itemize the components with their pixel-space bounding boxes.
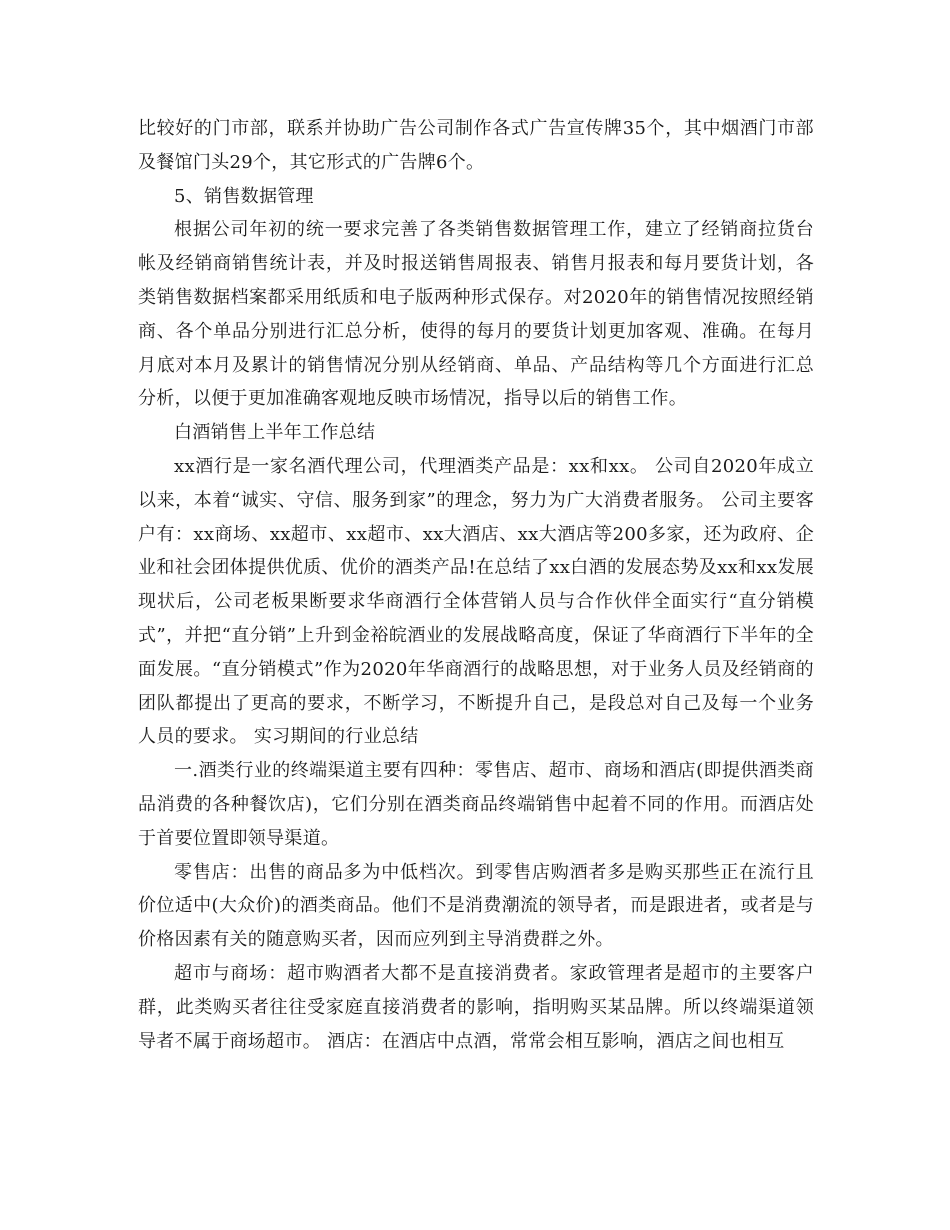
document-body bbox=[138, 112, 814, 1058]
heading-sales-data-management: 5、销售数据管理 bbox=[174, 185, 314, 207]
paragraph-company-intro: xx酒行是一家名酒代理公司，代理酒类产品是：xx和xx。 公司自2020年成立以来，本着“诚实、守信、服务到家”的理念，努力为广大消费者服务。 公司主要客户有：xx商场、xx超市、xx超市、xx大酒店、xx大酒店等200多家，还为政府、企业和社会团体提供优质、优价的酒类产品!在总结了xx白酒的发展态势及xx和xx发展现状后，公司老板果断要求华商酒行全体营销人员与合作伙伴全面实行“直分销模式”，并把“直分销”上升到金裕皖酒业的发展战略高度，保证了华商酒行下半年的全面发展。“直分销模式”作为2020年华商酒行的战略思想，对于业务人员及经销商的团队都提出了更高的要求，不断学习，不断提升自己，是段总对自己及每一个业务人员的要求。 实习期间的行业总结 bbox=[138, 455, 814, 748]
paragraph-sales-data: 根据公司年初的统一要求完善了各类销售数据管理工作，建立了经销商拉货台帐及经销商销售统计表，并及时报送销售周报表、销售月报表和每月要货计划，各类销售数据档案都采用纸质和电子版两种形式保存。对2020年的销售情况按照经销商、各个单品分别进行汇总分析，使得的每月的要货计划更加客观、准确。在每月月底对本月及累计的销售情况分别从经销商、单品、产品结构等几个方面进行汇总分析，以便于更加准确客观地反映市场情况，指导以后的销售工作。 bbox=[138, 219, 814, 410]
paragraph-supermarkets-malls: 超市与商场：超市购酒者大都不是直接消费者。家政管理者是超市的主要客户群，此类购买者往往受家庭直接消费者的影响，指明购买某品牌。所以终端渠道领导者不属于商场超市。 酒店：在酒店中点酒，常常会相互影响，酒店之间也相互 bbox=[138, 962, 814, 1052]
paragraph-retail-stores: 零售店：出售的商品多为中低档次。到零售店购酒者多是购买那些正在流行且价位适中(大众价)的酒类商品。他们不是消费潮流的领导者，而是跟进者，或者是与价格因素有关的随意购买者，因而应列到主导消费群之外。 bbox=[138, 861, 814, 951]
paragraph-advertising-signs: 比较好的门市部，联系并协助广告公司制作各式广告宣传牌35个，其中烟酒门市部及餐馆门头29个，其它形式的广告牌6个。 bbox=[138, 118, 814, 173]
heading-liquor-sales-summary: 白酒销售上半年工作总结 bbox=[174, 422, 376, 444]
paragraph-terminal-channels: 一.酒类行业的终端渠道主要有四种：零售店、超市、商场和酒店(即提供酒类商品消费的各种餐饮店)，它们分别在酒类商品终端销售中起着不同的作用。而酒店处于首要位置即领导渠道。 bbox=[138, 760, 814, 849]
